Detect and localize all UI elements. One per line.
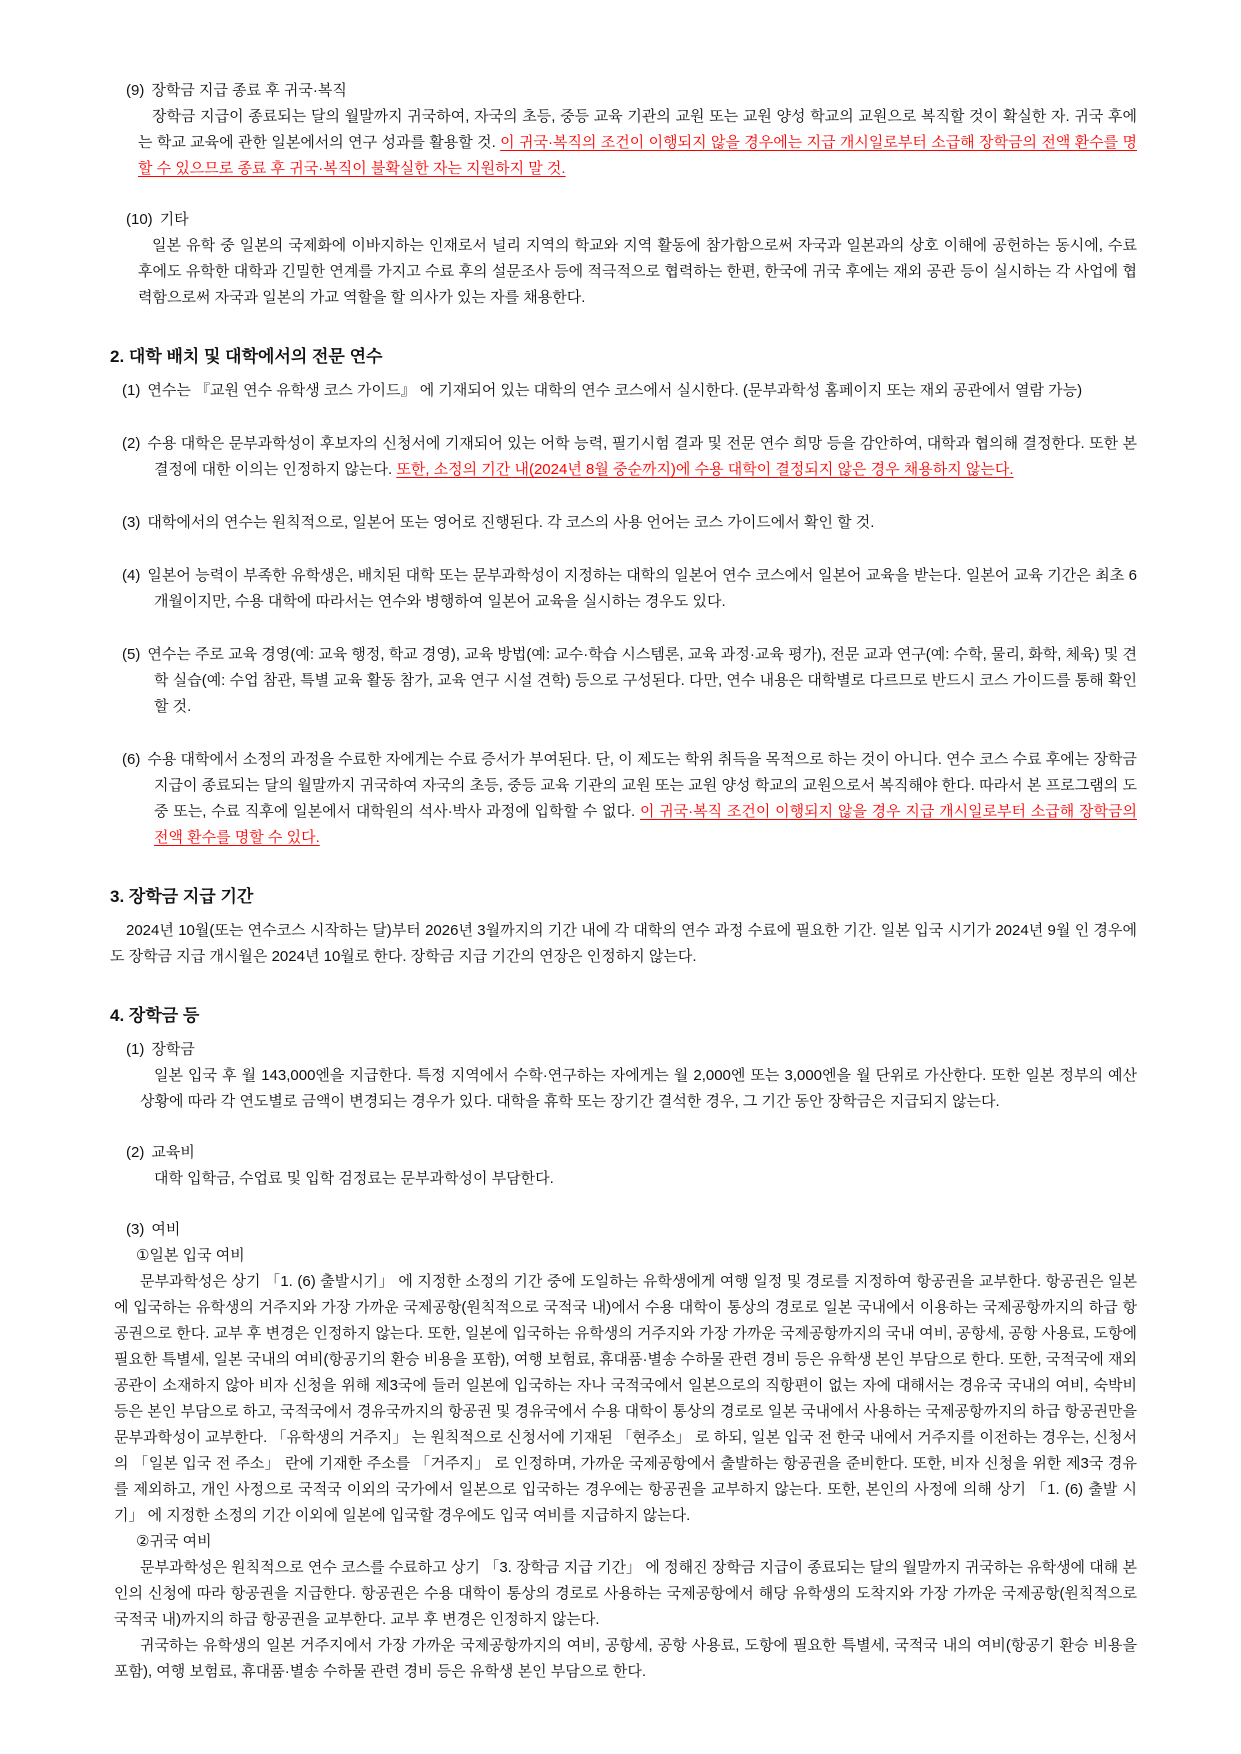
- item-10-body: [138, 233, 1137, 311]
- sub-item-1-arrival-travel-body: 문부과학성은 상기 「1. (6) 출발시기」 에 지정한 소정의 기간 중에 도일하는 유학생에게 여행 일정 및 경로를 지정하여 항공권을 교부한다. 항공권은 일본에 입국하는 유학생의 거주지와 가장 가까운 국제공항(원칙적으로 국적국 내)에서 수용 대학이 통상의 경로로 일본 국내에서 이용하는 국제공항까지의 하급 항공권으로 한다. 교부 후 변경은 인정하지 않는다. 또한, 일본에 입국하는 유학생의 거주지와 가장 가까운 국제공항까지의 국내 여비, 공항세, 공항 사용료, 도항에 필요한 특별세, 일본 국내의 여비(항공기의 환승 비용을 포함), 여행 보험료, 휴대품·별송 수하물 관련 경비 등은 유학생 본인 부담으로 한다. 또한, 국적국에 재외 공관이 소재하지 않아 비자 신청을 위해 제3국에 들러 일본에 입국하는 자나 국적국에서 일본으로의 직항편이 없는 자에 대해서는 경유국 국내의 여비, 숙박비 등은 본인 부담으로 하고, 국적국에서 경유국까지의 항공권 및 경유국에서 수용 대학이 통상의 경로로 일본 국내에서 사용하는 국제공항까지의 하급 항공권만을 문부과학성이 교부한다. 「유학생의 거주지」 는 원칙적으로 신청서에 기재된 「현주소」 로 하되, 일본 입국 전 한국 내에서 거주지를 이전하는 경우는, 신청서의 「일본 입국 전 주소」 란에 기재한 주소를 「거주지」 로 인정하며, 가까운 국제공항에서 출발하는 항공권을 준비한다. 또한, 비자 신청을 위한 제3국 경유를 제외하고, 개인 사정으로 국적국 이외의 국가에서 일본으로 입국하는 경우에는 항공권을 교부하지 않는다. 또한, 본인의 사정에 의해 상기 「1. (6) 출발 시기」 에 지정한 소정의 기간 이외에 일본에 입국할 경우에도 입국 여비를 지급하지 않는다.: [114, 1273, 1137, 1524]
- section-2-item-5: [122, 642, 1137, 720]
- item-number: (4): [122, 567, 141, 584]
- item-number: (3): [122, 514, 141, 531]
- item-title: 여비: [151, 1221, 181, 1238]
- paragraph-text: 일본 유학 중 일본의 국제화에 이바지하는 인재로서 널리 지역의 학교와 지역 활동에 참가함으로써 자국과 일본과의 상호 이해에 공헌하는 동시에, 수료 후에도 유학한 대학과 긴밀한 연계를 가지고 수료 후의 설문조사 등에 적극적으로 협력하는 한편, 한국에 귀국 후에는 재외 공관 등이 실시하는 각 사업에 협력함으로써 자국과 일본의 가교 역할을 할 의사가 있는 자를 채용한다.: [138, 237, 1137, 306]
- section-2-item-6: [122, 747, 1137, 851]
- paragraph-text: 수용 대학에서 소정의 과정을 수료한 자에게는 수료 증서가 부여된다. 단, 이 제도는 학위 취득을 목적으로 하는 것이 아니다. 연수 코스 수료 후에는 장학금 지급이 종료되는 달의 월말까지 귀국하여 자국의 초등, 중등 교육 기관의 교원 또는 교원 양성 학교의 교원으로서 복직해야 한다. 따라서 본 프로그램의 도중 또는, 수료 직후에 일본에서 대학원의 석사·박사 과정에 입학할 수 없다.: [147, 751, 1137, 820]
- item-number: (10): [126, 211, 153, 228]
- section-4-heading: 4. 장학금 등: [110, 1006, 200, 1025]
- section-2-item-2: [122, 431, 1137, 483]
- item-title: 장학금 지급 종료 후 귀국·복직: [151, 82, 347, 99]
- item-number: (1): [122, 382, 141, 399]
- item-number: (2): [122, 435, 141, 452]
- sub-item-1-arrival-travel-heading: ①일본 입국 여비: [136, 1247, 245, 1264]
- section-2-item-4: [122, 563, 1137, 615]
- item-title: 교육비: [151, 1144, 195, 1161]
- item-9-heading: [126, 78, 1137, 104]
- item-10: [110, 207, 1137, 311]
- red-warning-text: 이 귀국·복직의 조건이 이행되지 않을 경우에는 지급 개시일로부터 소급해 장학금의 전액 환수를 명할 수 있으므로 종료 후 귀국·복직이 불확실한 자는 지원하지 말 것.: [138, 134, 1137, 177]
- paragraph-text: 대학에서의 연수는 원칙적으로, 일본어 또는 영어로 진행된다. 각 코스의 사용 언어는 코스 가이드에서 확인 할 것.: [147, 514, 875, 531]
- item-number: (9): [126, 82, 145, 99]
- item-number: (3): [126, 1221, 145, 1238]
- section-4-item-1-body: 일본 입국 후 월 143,000엔을 지급한다. 특정 지역에서 수학·연구하는 자에게는 월 2,000엔 또는 3,000엔을 월 단위로 가산한다. 또한 일본 정부의 예산 상황에 따라 각 연도별로 금액이 변경되는 경우가 있다. 대학을 휴학 또는 장기간 결석한 경우, 그 기간 동안 장학금은 지급되지 않는다.: [140, 1067, 1137, 1110]
- item-title: 장학금: [151, 1041, 195, 1058]
- item-10-heading: [126, 207, 1137, 233]
- section-4-item-2-heading: [126, 1140, 1137, 1166]
- section-3-heading: 3. 장학금 지급 기간: [110, 887, 254, 906]
- section-3-body: 2024년 10월(또는 연수코스 시작하는 달)부터 2026년 3월까지의 기간 내에 각 대학의 연수 과정 수료에 필요한 기간. 일본 입국 시기가 2024년 9월 인 경우에도 장학금 지급 개시월은 2024년 10월로 한다. 장학금 지급 기간의 연장은 인정하지 않는다.: [110, 922, 1137, 965]
- sub-item-2-return-travel-body-2: 귀국하는 유학생의 일본 거주지에서 가장 가까운 국제공항까지의 여비, 공항세, 공항 사용료, 도항에 필요한 특별세, 국적국 내의 여비(항공기 환승 비용을 포함), 여행 보험료, 휴대품·별송 수하물 관련 경비 등은 유학생 본인 부담으로 한다.: [114, 1637, 1137, 1680]
- item-number: (2): [126, 1144, 145, 1161]
- item-number: (5): [122, 646, 141, 663]
- section-4-item-1-heading: [126, 1037, 1137, 1063]
- section-4-item-3-heading: [126, 1217, 1137, 1243]
- red-warning-text: 이 귀국·복직 조건이 이행되지 않을 경우 지급 개시일로부터 소급해 장학금의 전액 환수를 명할 수 있다.: [154, 803, 1137, 846]
- paragraph-text: 장학금 지급이 종료되는 달의 월말까지 귀국하여, 자국의 초등, 중등 교육 기관의 교원 또는 교원 양성 학교의 교원으로 복직할 것이 확실한 자. 귀국 후에는 학교 교육에 관한 일본에서의 연구 성과를 활용할 것.: [138, 108, 1137, 151]
- item-9-body: [138, 104, 1137, 182]
- section-2-item-1: [122, 378, 1137, 404]
- section-4-item-2-body: 대학 입학금, 수업료 및 입학 검정료는 문부과학성이 부담한다.: [154, 1170, 554, 1187]
- red-warning-text: 또한, 소정의 기간 내(2024년 8월 중순까지)에 수용 대학이 결정되지 않은 경우 채용하지 않는다.: [396, 461, 1014, 478]
- paragraph-text: 일본어 능력이 부족한 유학생은, 배치된 대학 또는 문부과학성이 지정하는 대학의 일본어 연수 코스에서 일본어 교육을 받는다. 일본어 교육 기간은 최초 6개월이지만, 수용 대학에 따라서는 연수와 병행하여 일본어 교육을 실시하는 경우도 있다.: [147, 567, 1137, 610]
- item-title: 기타: [159, 211, 189, 228]
- section-2-item-3: [122, 510, 1137, 536]
- item-9: [110, 78, 1137, 182]
- item-number: (1): [126, 1041, 145, 1058]
- paragraph-text: 수용 대학은 문부과학성이 후보자의 신청서에 기재되어 있는 어학 능력, 필기시험 결과 및 전문 연수 희망 등을 감안하여, 대학과 협의해 결정한다. 또한 본 결정에 대한 이의는 인정하지 않는다.: [147, 435, 1137, 478]
- paragraph-text: 연수는 『교원 연수 유학생 코스 가이드』 에 기재되어 있는 대학의 연수 코스에서 실시한다. (문부과학성 홈페이지 또는 재외 공관에서 열람 가능): [147, 382, 1083, 399]
- sub-item-2-return-travel-heading: ②귀국 여비: [136, 1533, 212, 1550]
- sub-item-2-return-travel-body-1: 문부과학성은 원칙적으로 연수 코스를 수료하고 상기 「3. 장학금 지급 기간」 에 정해진 장학금 지급이 종료되는 달의 월말까지 귀국하는 유학생에 대해 본인의 신청에 따라 항공권을 지급한다. 항공권은 수용 대학이 통상의 경로로 사용하는 국제공항에서 해당 유학생의 도착지와 가장 가까운 국제공항(원칙적으로 국적국 내)까지의 하급 항공권을 교부한다. 교부 후 변경은 인정하지 않는다.: [114, 1559, 1137, 1628]
- item-number: (6): [122, 751, 141, 768]
- section-2-heading: 2. 대학 배치 및 대학에서의 전문 연수: [110, 347, 383, 366]
- paragraph-text: 연수는 주로 교육 경영(예: 교육 행정, 학교 경영), 교육 방법(예: 교수·학습 시스템론, 교육 과정·교육 평가), 전문 교과 연구(예: 수학, 물리, 화학, 체육) 및 견학 실습(예: 수업 참관, 특별 교육 활동 참가, 교육 연구 시설 견학) 등으로 구성된다. 다만, 연수 내용은 대학별로 다르므로 반드시 코스 가이드를 통해 확인할 것.: [147, 646, 1137, 715]
